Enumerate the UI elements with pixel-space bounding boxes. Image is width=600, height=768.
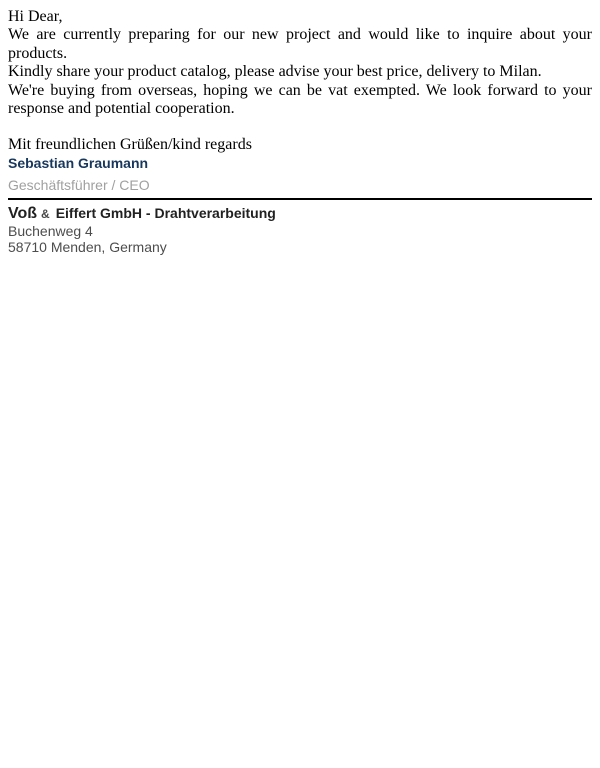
sender-name: Sebastian Graumann — [8, 154, 149, 171]
company-ampersand: & — [41, 206, 50, 221]
paragraph-vat: We're buying from overseas, hoping we can be vat exempted. We look forward to your response and potential cooperation. — [8, 81, 592, 117]
company-descriptor: Eiffert GmbH - Drahtverarbeitung — [55, 204, 276, 221]
blank-line — [8, 118, 592, 136]
paragraph-catalog-request: Kindly share your product catalog, please advise your best price, delivery to Milan. — [8, 63, 542, 81]
signature-block — [8, 156, 592, 255]
sender-job-title: Geschäftsführer / CEO — [8, 176, 150, 193]
signature-divider — [8, 198, 592, 200]
email-body — [8, 8, 592, 155]
paragraph-inquiry: We are currently preparing for our new project and would like to inquire about your products. — [8, 26, 592, 62]
company-name: Voß — [8, 204, 38, 222]
greeting-line: Hi Dear, — [8, 8, 63, 25]
address-city: 58710 Menden, Germany — [8, 238, 167, 255]
closing-line: Mit freundlichen Grüßen/kind regards — [8, 136, 252, 154]
address-street: Buchenweg 4 — [8, 222, 93, 239]
company-line — [8, 205, 592, 223]
email-message — [0, 0, 600, 263]
